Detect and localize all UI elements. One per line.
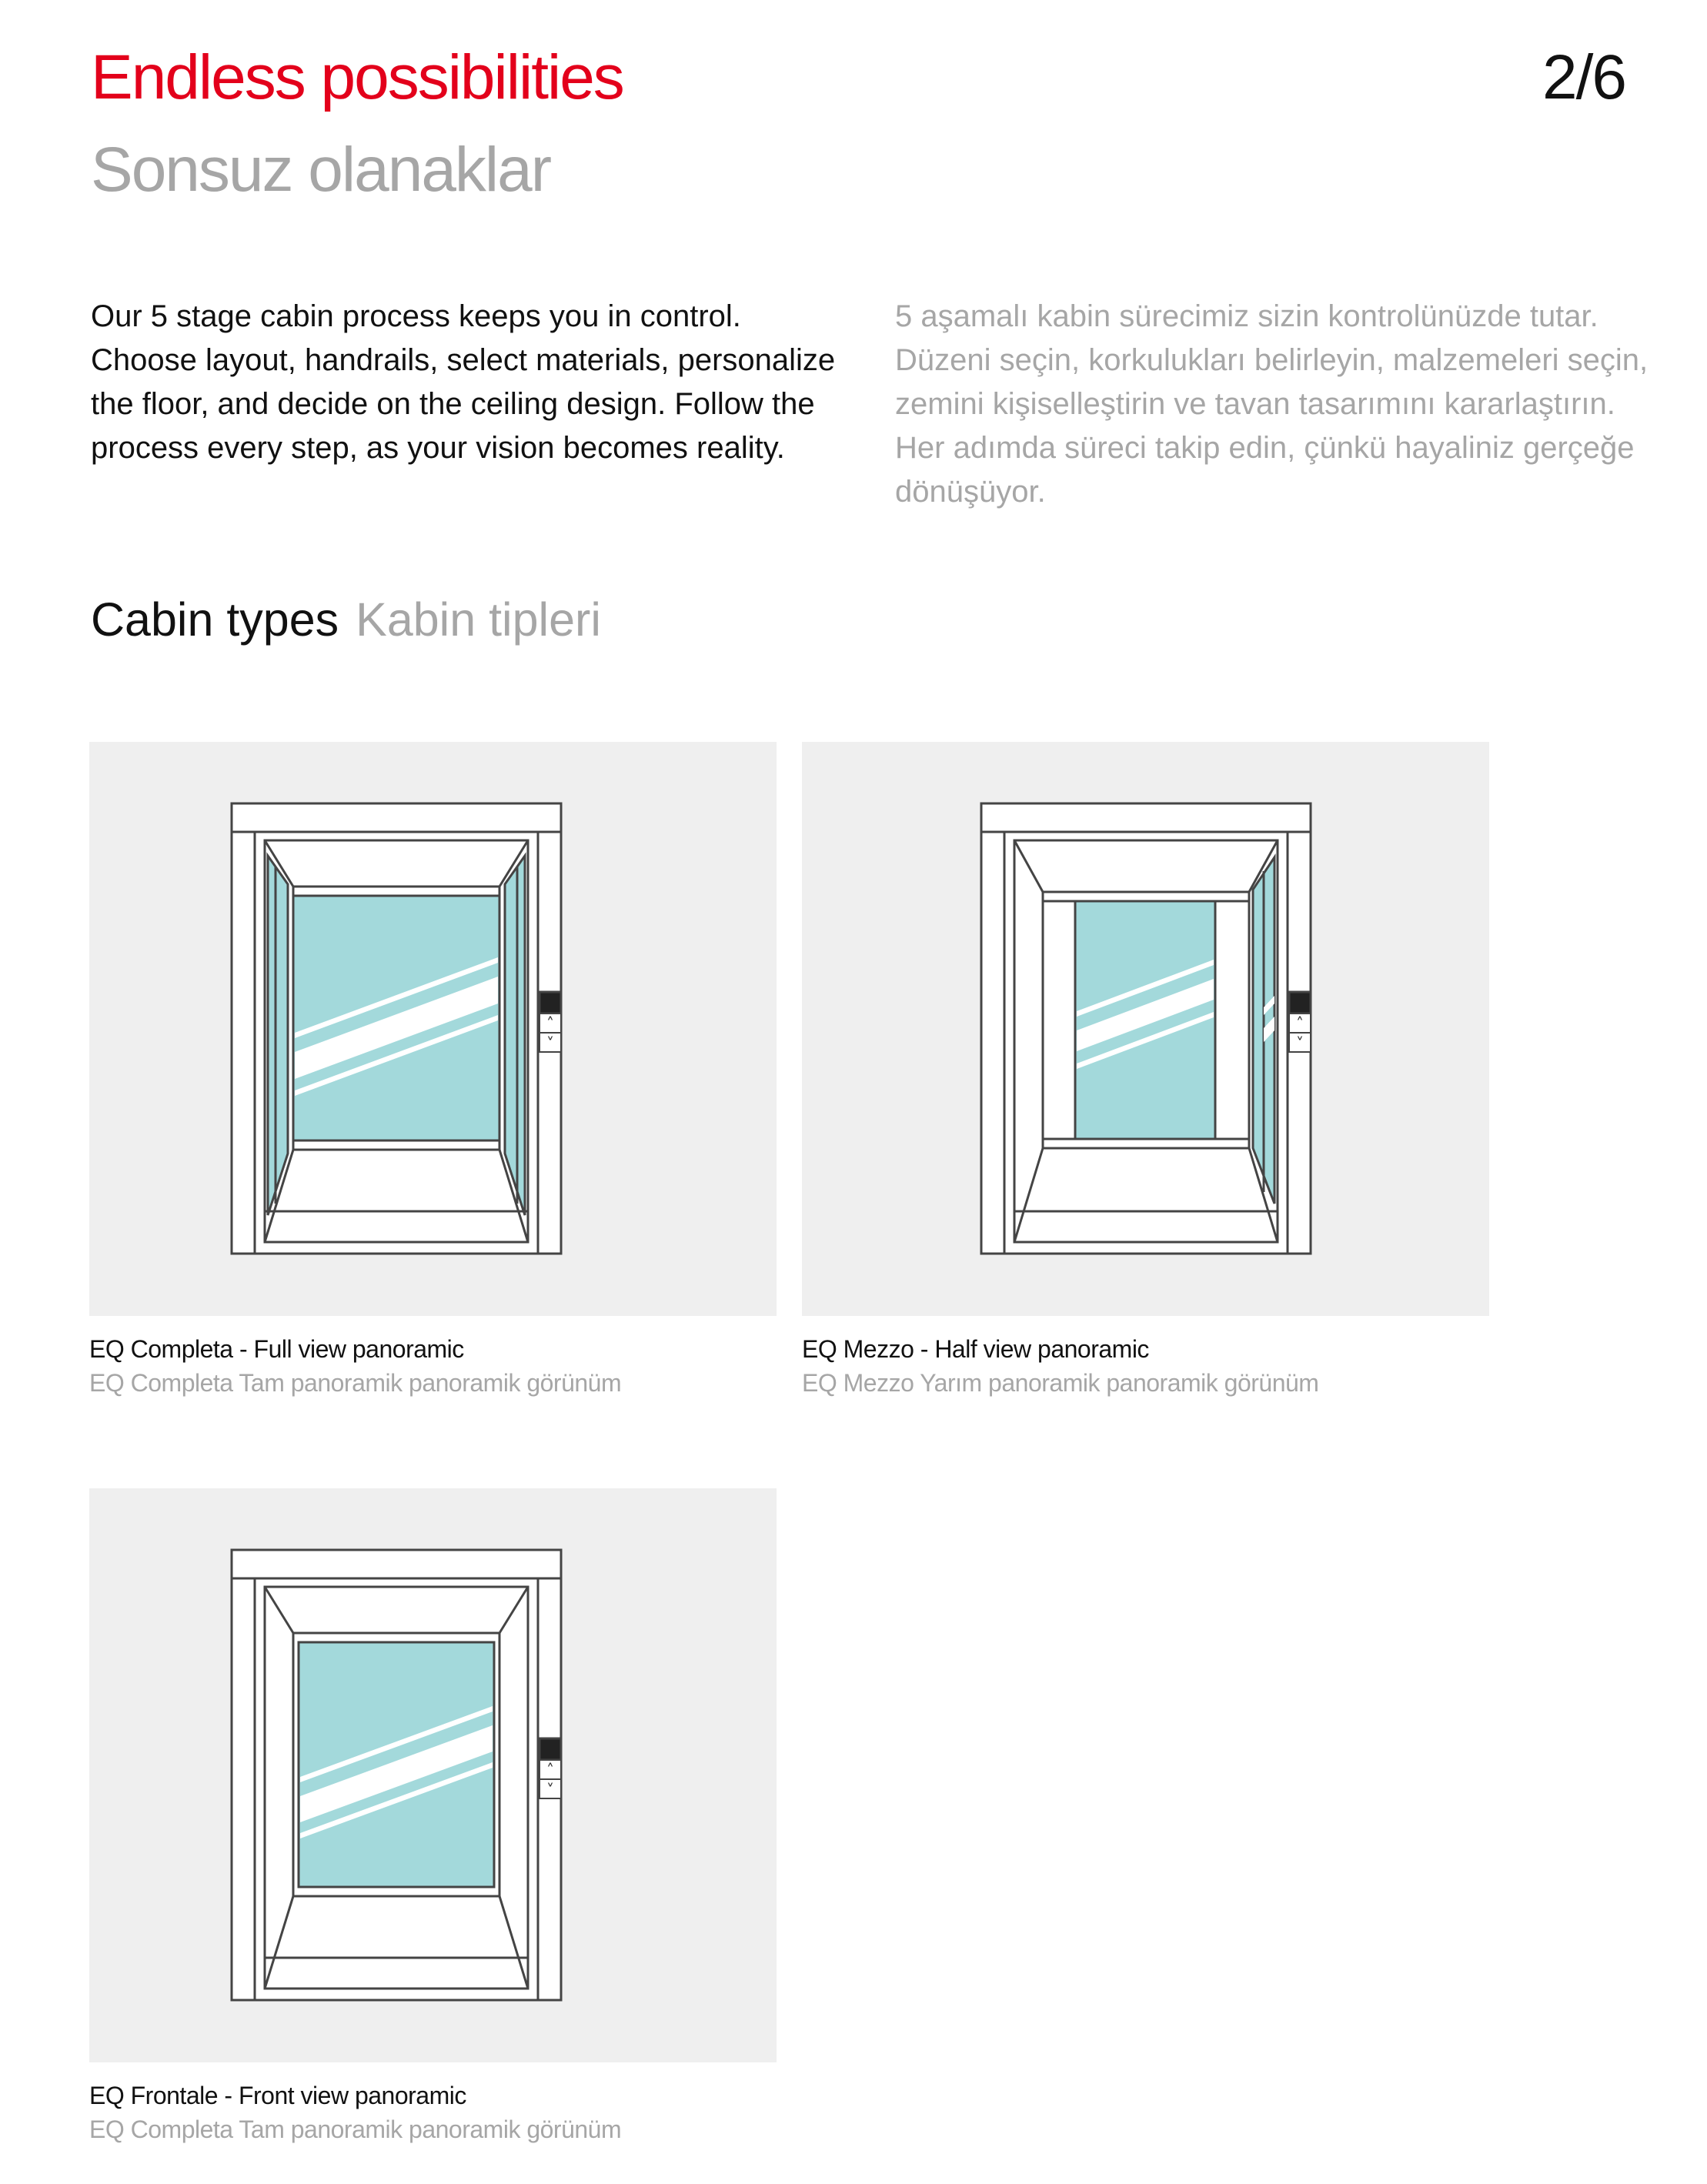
svg-text:˅: ˅: [546, 1781, 554, 1799]
page-subtitle: Sonsuz olanaklar: [91, 135, 551, 205]
cabin-caption-en: EQ Completa - Full view panoramic: [89, 1335, 464, 1363]
cabin-completa-illustration: [89, 742, 777, 1316]
svg-text:˄: ˄: [546, 1014, 554, 1033]
page-title: Endless possibilities: [91, 42, 623, 112]
cabin-caption-tr: EQ Completa Tam panoramik panoramik görünüm: [89, 2116, 622, 2143]
intro-text-tr: 5 aşamalı kabin sürecimiz sizin kontrolünüzde tutar. Düzeni seçin, korkulukları belirleyin, malzemeleri seçin, zemini kişiselleştirin ve tavan tasarımını kararlaştırın. Her adımda süreci takip edin, çünkü hayaliniz gerçeğe dönüşüyor.: [895, 299, 1649, 509]
cabin-caption-en: EQ Mezzo - Half view panoramic: [802, 1335, 1149, 1363]
page-indicator: 2/6: [1542, 42, 1625, 112]
svg-text:˄: ˄: [1296, 1014, 1304, 1033]
cabin-frontale-illustration: [89, 1488, 777, 2062]
cabin-mezzo-illustration: [802, 742, 1489, 1316]
cabin-caption-tr: EQ Completa Tam panoramik panoramik görünüm: [89, 1369, 622, 1397]
cabin-caption-tr: EQ Mezzo Yarım panoramik panoramik görünüm: [802, 1369, 1319, 1397]
svg-text:˅: ˅: [546, 1034, 554, 1053]
intro-text-en: Our 5 stage cabin process keeps you in control. Choose layout, handrails, select materials, personalize the floor, and decide on the ceiling design. Follow the process every step, as your vision becomes reality.: [91, 299, 836, 465]
cabin-card-completa: [89, 742, 777, 1316]
section-title-en: Cabin types: [91, 593, 339, 646]
svg-text:˄: ˄: [546, 1761, 554, 1779]
cabin-caption-en: EQ Frontale - Front view panoramic: [89, 2082, 466, 2109]
cabin-card-frontale: [89, 1488, 777, 2062]
section-title-tr: Kabin tipleri: [356, 593, 601, 646]
section-heading: [91, 593, 601, 646]
svg-text:˅: ˅: [1296, 1034, 1304, 1053]
cabin-card-mezzo: [802, 742, 1489, 1316]
